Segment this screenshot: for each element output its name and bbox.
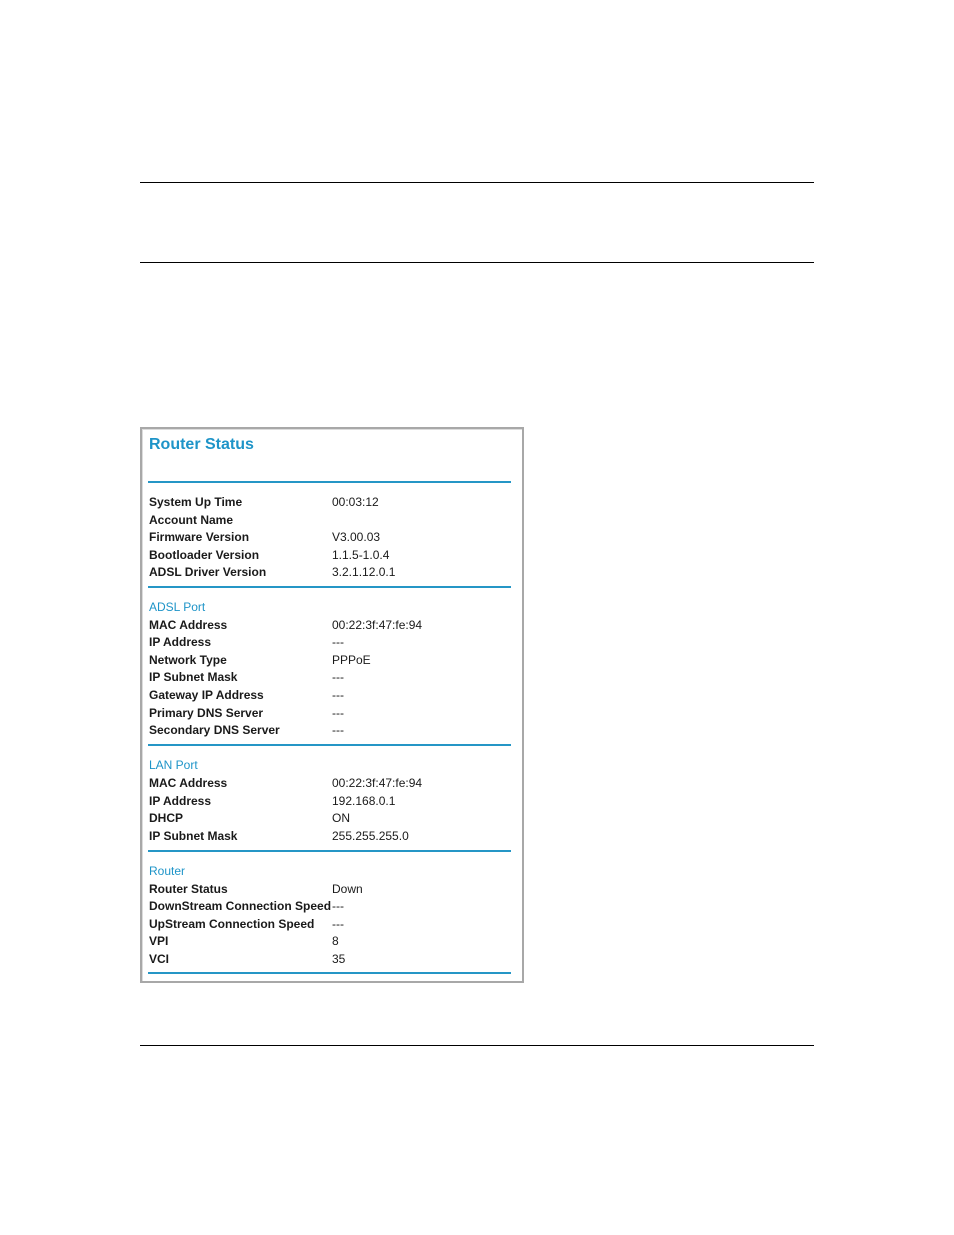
section-title-lan-port: LAN Port (149, 758, 198, 772)
row-label: IP Subnet Mask (149, 670, 238, 684)
row-value: PPPoE (332, 653, 371, 667)
page-rule-bottom (140, 1045, 814, 1046)
row-value: --- (332, 917, 344, 931)
row-vpi (149, 934, 519, 951)
row-value: ON (332, 811, 350, 825)
section-separator (148, 850, 511, 852)
row-value: V3.00.03 (332, 530, 381, 544)
row-lan-ip-address (149, 794, 519, 811)
row-value: 8 (332, 934, 339, 948)
row-value: --- (332, 706, 344, 720)
row-value: 00:22:3f:47:fe:94 (332, 776, 423, 790)
row-label: Firmware Version (149, 530, 250, 544)
row-firmware-version (149, 530, 519, 547)
row-value: 255.255.255.0 (332, 829, 409, 843)
row-value: 00:22:3f:47:fe:94 (332, 618, 423, 632)
row-vci (149, 952, 519, 969)
section-separator (148, 586, 511, 588)
row-label: DHCP (149, 811, 184, 825)
section-separator (148, 744, 511, 746)
row-value: 3.2.1.12.0.1 (332, 565, 396, 579)
section-title-router: Router (149, 864, 186, 878)
row-adsl-primary-dns-server (149, 706, 519, 723)
row-label: UpStream Connection Speed (149, 917, 315, 931)
section-title-adsl-port: ADSL Port (149, 600, 206, 614)
row-adsl-gateway-ip-address (149, 688, 519, 705)
row-value: 1.1.5-1.0.4 (332, 548, 390, 562)
page-rule-upper (140, 262, 814, 263)
row-bootloader-version (149, 548, 519, 565)
section-separator (148, 972, 511, 974)
panel-title: Router Status (149, 436, 254, 453)
row-lan-dhcp (149, 811, 519, 828)
row-label: IP Address (149, 635, 212, 649)
row-value: --- (332, 899, 344, 913)
row-adsl-secondary-dns-server (149, 723, 519, 740)
row-lan-mac-address (149, 776, 519, 793)
row-upstream-connection-speed (149, 917, 519, 934)
row-label: System Up Time (149, 495, 243, 509)
page-rule-top (140, 182, 814, 183)
row-label: Secondary DNS Server (149, 723, 280, 737)
row-value: --- (332, 688, 344, 702)
row-value: --- (332, 635, 344, 649)
row-label: DownStream Connection Speed (149, 899, 332, 913)
row-lan-ip-subnet-mask (149, 829, 519, 846)
row-label: Network Type (149, 653, 227, 667)
row-label: VCI (149, 952, 170, 966)
row-label: ADSL Driver Version (149, 565, 267, 579)
row-value: --- (332, 723, 344, 737)
row-label: Gateway IP Address (149, 688, 264, 702)
row-adsl-ip-address (149, 635, 519, 652)
row-value: --- (332, 670, 344, 684)
section-separator (148, 481, 511, 483)
row-router-status (149, 882, 519, 899)
router-status-panel (140, 427, 524, 983)
row-label: IP Subnet Mask (149, 829, 238, 843)
row-value: 00:03:12 (332, 495, 379, 509)
row-adsl-mac-address (149, 618, 519, 635)
row-label: VPI (149, 934, 169, 948)
row-adsl-network-type (149, 653, 519, 670)
row-label: MAC Address (149, 776, 228, 790)
row-downstream-connection-speed (149, 899, 519, 916)
row-label: Bootloader Version (149, 548, 260, 562)
row-label: MAC Address (149, 618, 228, 632)
row-adsl-driver-version (149, 565, 519, 582)
row-label: Primary DNS Server (149, 706, 264, 720)
row-label: Router Status (149, 882, 228, 896)
row-system-up-time (149, 495, 519, 512)
row-adsl-ip-subnet-mask (149, 670, 519, 687)
row-value: 192.168.0.1 (332, 794, 396, 808)
row-value: 35 (332, 952, 346, 966)
row-label: IP Address (149, 794, 212, 808)
row-account-name (149, 513, 519, 530)
row-label: Account Name (149, 513, 234, 527)
row-value: Down (332, 882, 363, 896)
